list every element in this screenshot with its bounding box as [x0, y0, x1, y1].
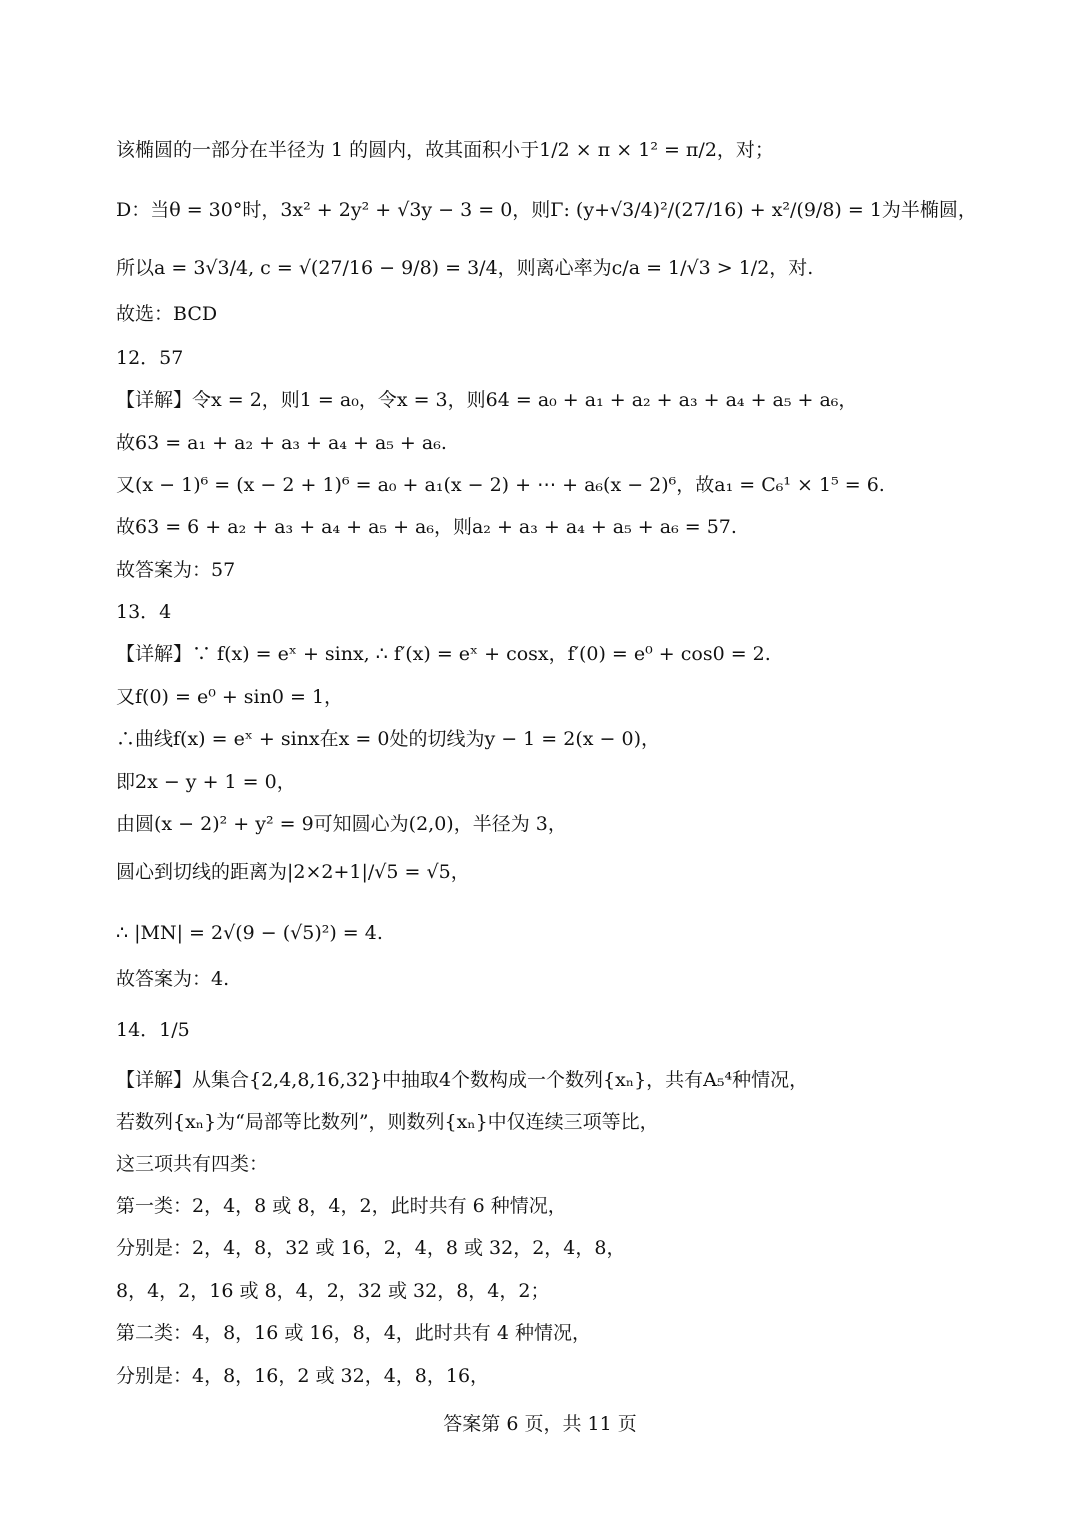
text-line: 这三项共有四类： — [116, 1153, 269, 1175]
text-line: 所以a = 3√3/4, c = √(27/16 − 9/8) = 3/4，则离心率为c/a = 1/√3 > 1/2，对. — [116, 257, 814, 279]
text-line: 分别是：4，8，16，2 或 32，4，8，16， — [116, 1365, 490, 1387]
text-line: 又(x − 1)⁶ = (x − 2 + 1)⁶ = a₀ + a₁(x − 2) + ⋯ + a₆(x − 2)⁶，故a₁ = C₆¹ × 1⁵ = 6. — [116, 474, 885, 496]
text-line: 若数列{xₙ}为“局部等比数列”，则数列{xₙ}中仅连续三项等比， — [116, 1111, 659, 1133]
question-number: 13．4 — [116, 601, 172, 623]
text-line: 故选：BCD — [116, 303, 218, 325]
text-line: D：当θ = 30°时，3x² + 2y² + √3y − 3 = 0，则Γ: (y+√3/4)²/(27/16) + x²/(9/8) = 1为半椭圆， — [116, 199, 977, 221]
text-line: 故答案为：57 — [116, 559, 236, 581]
text-line: 故63 = 6 + a₂ + a₃ + a₄ + a₅ + a₆，则a₂ + a₃ + a₄ + a₅ + a₆ = 57. — [116, 516, 737, 538]
text-line: 圆心到切线的距离为|2×2+1|/√5 = √5， — [116, 861, 470, 883]
text-line: 第一类：2，4，8 或 8，4，2，此时共有 6 种情况， — [116, 1195, 567, 1217]
text-line: 【详解】∵ f(x) = eˣ + sinx, ∴ f′(x) = eˣ + cosx，f′(0) = e⁰ + cos0 = 2. — [116, 643, 771, 665]
text-line: 该椭圆的一部分在半径为 1 的圆内，故其面积小于1/2 × π × 1² = π/2，对； — [116, 139, 774, 161]
text-line: ∴曲线f(x) = eˣ + sinx在x = 0处的切线为y − 1 = 2(x − 0)， — [116, 728, 660, 750]
text-line: 第二类：4，8，16 或 16，8，4，此时共有 4 种情况， — [116, 1322, 591, 1344]
question-number: 14．1/5 — [116, 1019, 190, 1041]
text-line: 故63 = a₁ + a₂ + a₃ + a₄ + a₅ + a₆. — [116, 432, 447, 454]
text-line: ∴ |MN| = 2√(9 − (√5)²) = 4. — [116, 922, 383, 944]
text-line: 由圆(x − 2)² + y² = 9可知圆心为(2,0)，半径为 3， — [116, 813, 567, 835]
text-line: 即2x − y + 1 = 0， — [116, 771, 296, 793]
text-line: 又f(0) = e⁰ + sin0 = 1， — [116, 686, 344, 708]
text-line: 8，4，2，16 或 8，4，2，32 或 32，8，4，2； — [116, 1280, 550, 1302]
text-line: 【详解】令x = 2，则1 = a₀，令x = 3，则64 = a₀ + a₁ + a₂ + a₃ + a₄ + a₅ + a₆， — [116, 389, 858, 411]
text-line: 分别是：2，4，8，32 或 16，2，4，8 或 32，2，4，8， — [116, 1237, 626, 1259]
page-footer: 答案第 6 页，共 11 页 — [443, 1413, 637, 1435]
question-number: 12．57 — [116, 347, 184, 369]
text-line: 故答案为：4. — [116, 968, 230, 990]
text-line: 【详解】从集合{2,4,8,16,32}中抽取4个数构成一个数列{xₙ}，共有A₅⁴种情况， — [116, 1069, 809, 1091]
